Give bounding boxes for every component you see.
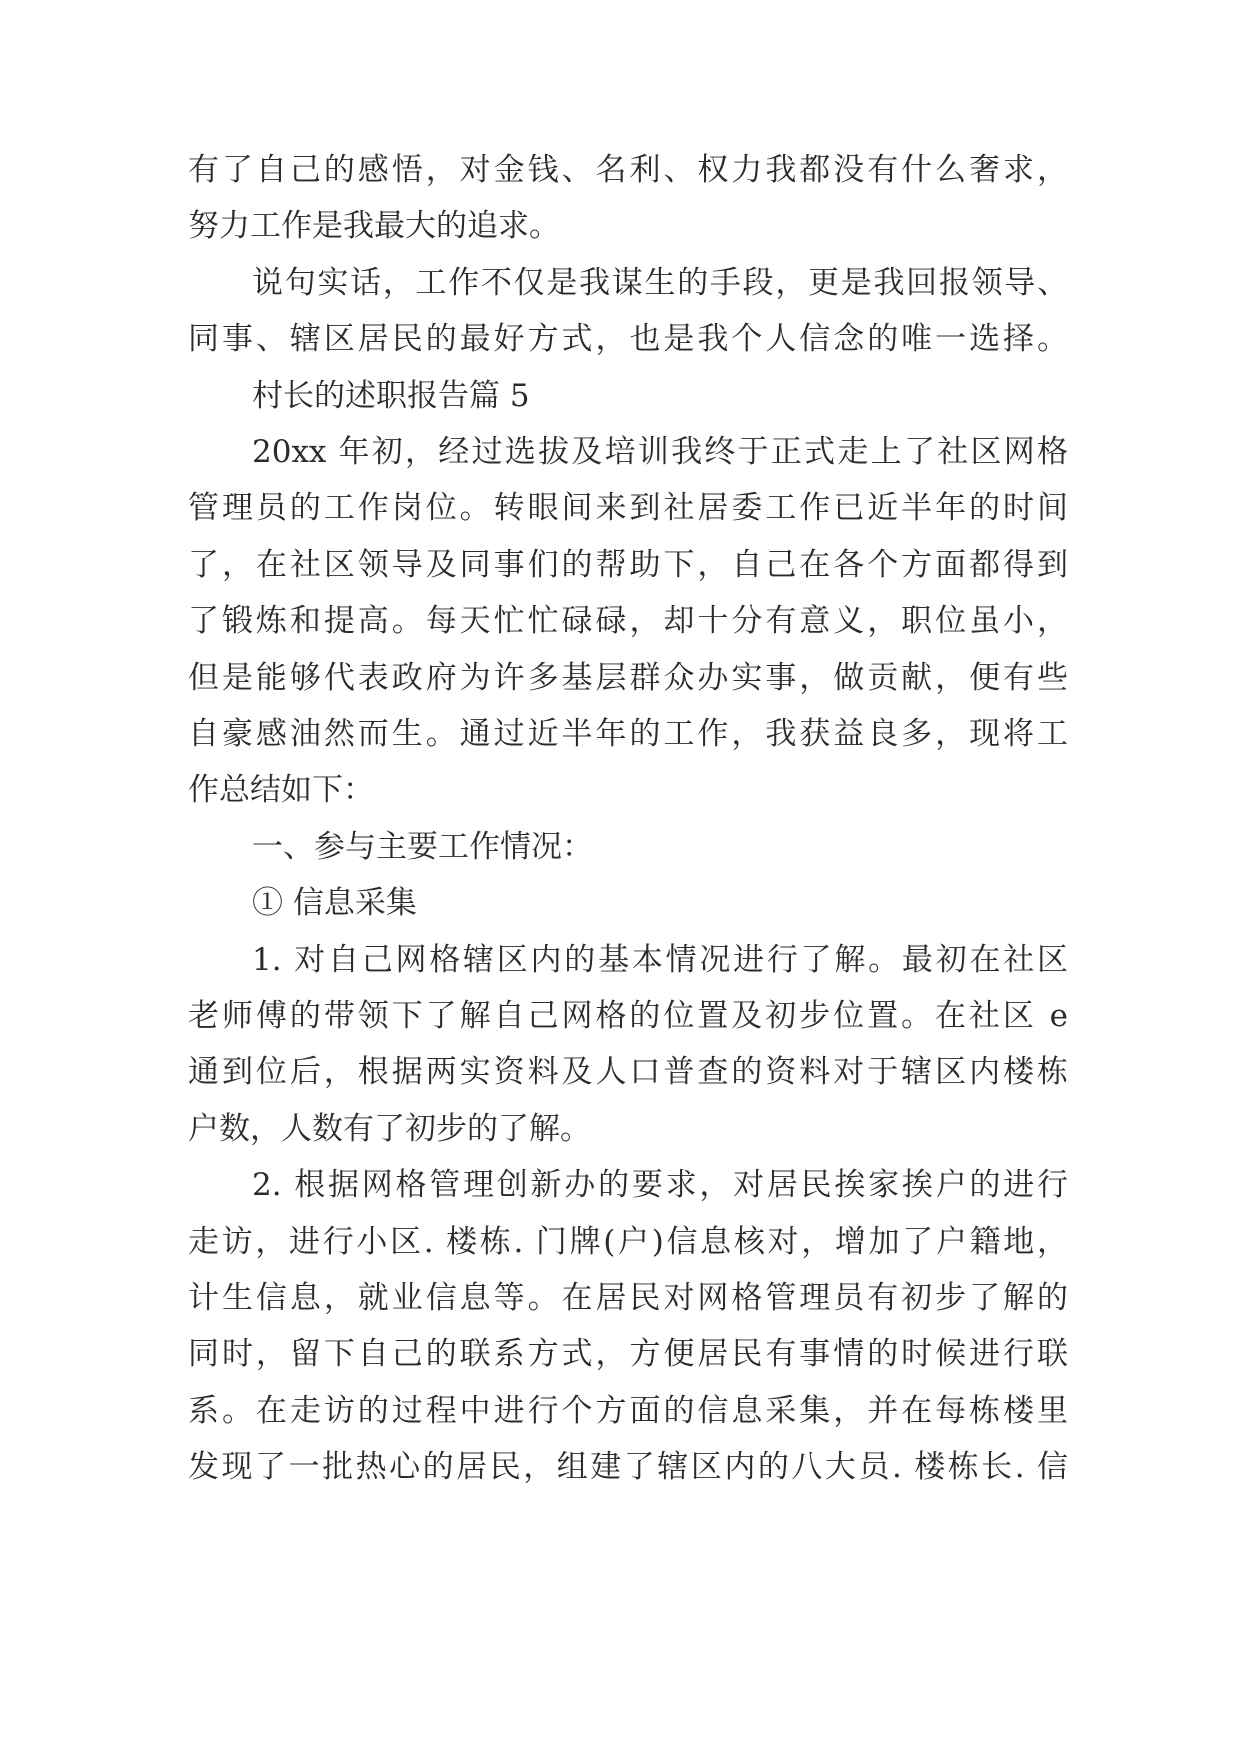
paragraph-line: 发现了一批热心的居民，组建了辖区内的八大员. 楼栋长. 信 <box>188 1449 1068 1485</box>
paragraph-line: 系。在走访的过程中进行个方面的信息采集，并在每栋楼里 <box>188 1393 1068 1429</box>
paragraph-line: 管理员的工作岗位。转眼间来到社居委工作已近半年的时间 <box>188 490 1068 526</box>
paragraph-line: 自豪感油然而生。通过近半年的工作，我获益良多，现将工 <box>188 716 1068 752</box>
paragraph-line: 老师傅的带领下了解自己网格的位置及初步位置。在社区 e <box>188 998 1068 1034</box>
paragraph-line: 走访，进行小区. 楼栋. 门牌(户)信息核对，增加了户籍地， <box>188 1224 1068 1260</box>
paragraph-line: 但是能够代表政府为许多基层群众办实事，做贡献，便有些 <box>188 660 1068 696</box>
subsection-heading: 一、参与主要工作情况： <box>252 829 593 865</box>
paragraph-line: 同事、辖区居民的最好方式，也是我个人信念的唯一选择。 <box>188 321 1068 357</box>
paragraph-line: 1. 对自己网格辖区内的基本情况进行了解。最初在社区 <box>252 942 1068 978</box>
paragraph-line: 20xx 年初，经过选拔及培训我终于正式走上了社区网格 <box>252 434 1068 470</box>
paragraph-line: 2. 根据网格管理创新办的要求，对居民挨家挨户的进行 <box>252 1167 1068 1203</box>
paragraph-line: 了锻炼和提高。每天忙忙碌碌，却十分有意义，职位虽小， <box>188 603 1068 639</box>
paragraph-line: 同时，留下自己的联系方式，方便居民有事情的时候进行联 <box>188 1336 1068 1372</box>
paragraph-line: 通到位后，根据两实资料及人口普查的资料对于辖区内楼栋 <box>188 1054 1068 1090</box>
paragraph-line: 努力工作是我最大的追求。 <box>188 208 560 244</box>
section-heading: 村长的述职报告篇 5 <box>252 378 530 414</box>
paragraph-line: 户数，人数有了初步的了解。 <box>188 1111 591 1147</box>
paragraph-line: 有了自己的感悟，对金钱、名利、权力我都没有什么奢求， <box>188 152 1068 188</box>
paragraph-line: 计生信息，就业信息等。在居民对网格管理员有初步了解的 <box>188 1280 1068 1316</box>
paragraph-line: 作总结如下： <box>188 772 374 808</box>
paragraph-line: 说句实话，工作不仅是我谋生的手段，更是我回报领导、 <box>252 265 1068 301</box>
subsection-heading: ① 信息采集 <box>252 885 417 921</box>
paragraph-line: 了，在社区领导及同事们的帮助下，自己在各个方面都得到 <box>188 547 1068 583</box>
